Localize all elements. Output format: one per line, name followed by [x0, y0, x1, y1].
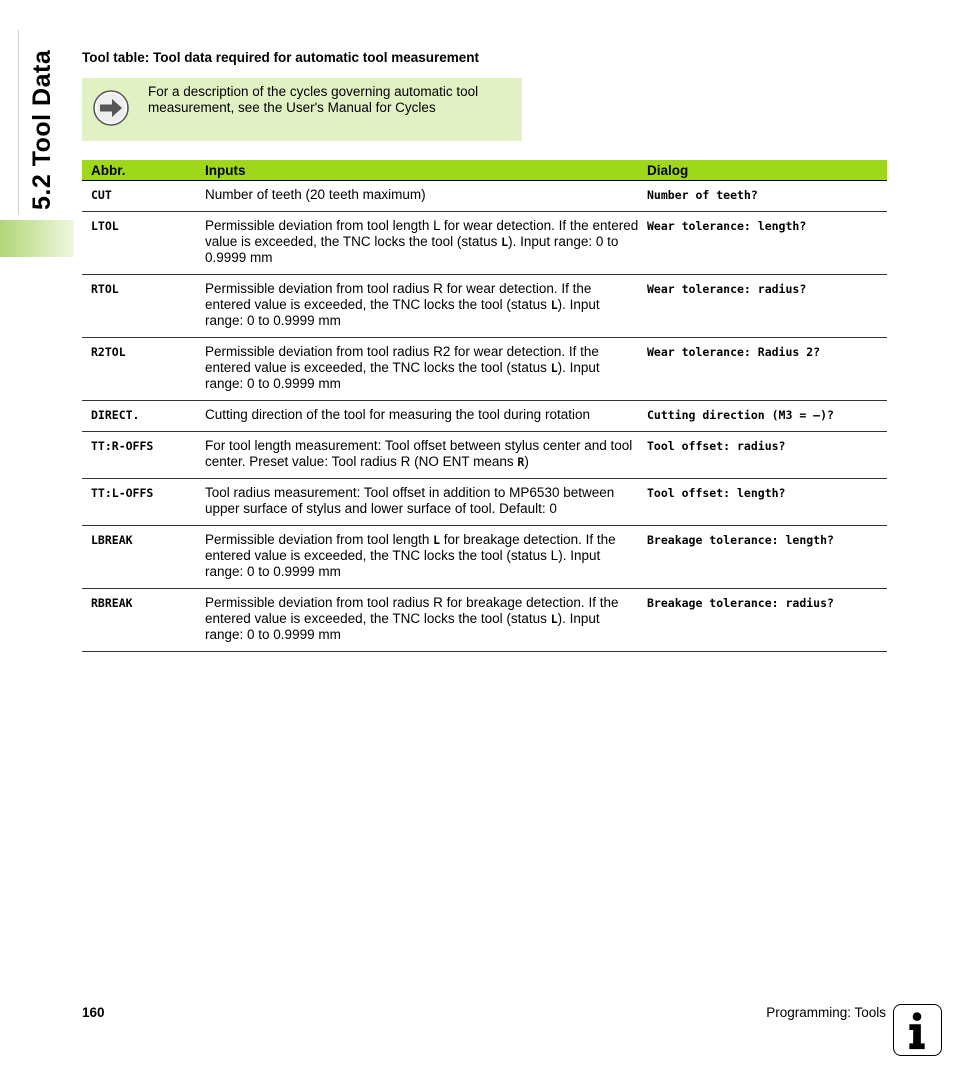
row-input-text-end: ) — [524, 454, 529, 469]
row-input-text-end: ). Input range: 0 to 0.9999 mm — [205, 297, 600, 328]
row-input — [205, 479, 647, 526]
row-abbr: CUT — [82, 181, 205, 212]
row-abbr: LTOL — [82, 212, 205, 275]
table-row — [82, 401, 887, 432]
note-text: For a description of the cycles governing automatic tool measurement, see the User's Manual for Cycles — [148, 84, 479, 115]
note-box — [82, 78, 522, 141]
row-dialog: Tool offset: length? — [647, 479, 887, 526]
row-input-text: Number of teeth (20 teeth maximum) — [205, 187, 426, 202]
chapter-tab — [0, 220, 74, 257]
row-input — [205, 401, 647, 432]
row-input-text: Cutting direction of the tool for measuring the tool during rotation — [205, 407, 590, 422]
table-row — [82, 181, 887, 212]
row-input-code: L — [550, 298, 558, 312]
row-dialog: Number of teeth? — [647, 181, 887, 212]
row-abbr: DIRECT. — [82, 401, 205, 432]
row-input-code: L — [433, 533, 441, 547]
row-input-code: L — [550, 612, 558, 626]
row-abbr: RTOL — [82, 275, 205, 338]
row-abbr: LBREAK — [82, 526, 205, 589]
arrow-right-icon — [92, 89, 130, 127]
row-input-text: Permissible deviation from tool radius R for breakage detection. If the entered value is exceeded, the TNC locks the tool (status — [205, 595, 619, 626]
header-dialog: Dialog — [647, 160, 887, 181]
row-input-text-end: ). Input range: 0 to 0.9999 mm — [205, 611, 600, 642]
row-input-code: L — [501, 235, 509, 249]
table-header-row — [82, 160, 887, 181]
table-row — [82, 589, 887, 652]
row-input-text: Permissible deviation from tool length — [205, 532, 434, 547]
row-dialog: Cutting direction (M3 = –)? — [647, 401, 887, 432]
row-dialog: Wear tolerance: length? — [647, 212, 887, 275]
row-input-text: Permissible deviation from tool radius R for wear detection. If the entered value is exceeded, the TNC locks the tool (status — [205, 281, 592, 312]
footer-chapter-title: Programming: Tools — [766, 1005, 886, 1020]
row-input-text-end: ). Input range: 0 to 0.9999 mm — [205, 360, 600, 391]
row-dialog: Breakage tolerance: length? — [647, 526, 887, 589]
table-row — [82, 432, 887, 479]
table-row — [82, 526, 887, 589]
side-chapter-title — [28, 50, 58, 210]
row-dialog: Breakage tolerance: radius? — [647, 589, 887, 652]
row-input — [205, 589, 647, 652]
row-input — [205, 432, 647, 479]
row-input-text: For tool length measurement: Tool offset between stylus center and tool center. Preset value: Tool radius R (NO ENT means — [205, 438, 633, 469]
row-abbr: TT:R-OFFS — [82, 432, 205, 479]
side-chapter-title-text: 5.2 Tool Data — [28, 49, 56, 210]
row-input — [205, 275, 647, 338]
row-input-text: Tool radius measurement: Tool offset in addition to MP6530 between upper surface of stylus and lower surface of tool. Default: 0 — [205, 485, 615, 516]
row-input-text-end: for breakage detection. If the entered value is exceeded, the TNC locks the tool (status L). Input range: 0 to 0.9999 mm — [205, 532, 616, 579]
row-input-text-end: ). Input range: 0 to 0.9999 mm — [205, 234, 619, 265]
row-input-code: R — [517, 455, 525, 469]
row-dialog: Wear tolerance: Radius 2? — [647, 338, 887, 401]
row-input-text: Permissible deviation from tool radius R2 for wear detection. If the entered value is exceeded, the TNC locks the tool (status — [205, 344, 599, 375]
table-row — [82, 275, 887, 338]
tool-data-table — [82, 160, 887, 652]
row-abbr: TT:L-OFFS — [82, 479, 205, 526]
row-dialog: Wear tolerance: radius? — [647, 275, 887, 338]
row-input — [205, 526, 647, 589]
info-icon — [893, 1004, 942, 1056]
row-input-text: Permissible deviation from tool length L for wear detection. If the entered value is exceeded, the TNC locks the tool (status — [205, 218, 639, 249]
table-row — [82, 479, 887, 526]
row-input — [205, 181, 647, 212]
table-row — [82, 338, 887, 401]
header-abbr: Abbr. — [82, 160, 205, 181]
row-abbr: RBREAK — [82, 589, 205, 652]
header-inputs: Inputs — [205, 160, 647, 181]
row-abbr: R2TOL — [82, 338, 205, 401]
row-input — [205, 212, 647, 275]
side-divider — [18, 30, 19, 215]
page-number: 160 — [82, 1005, 105, 1020]
section-heading: Tool table: Tool data required for automatic tool measurement — [82, 50, 480, 65]
row-input-code: L — [550, 361, 558, 375]
table-row — [82, 212, 887, 275]
row-dialog: Tool offset: radius? — [647, 432, 887, 479]
row-input — [205, 338, 647, 401]
